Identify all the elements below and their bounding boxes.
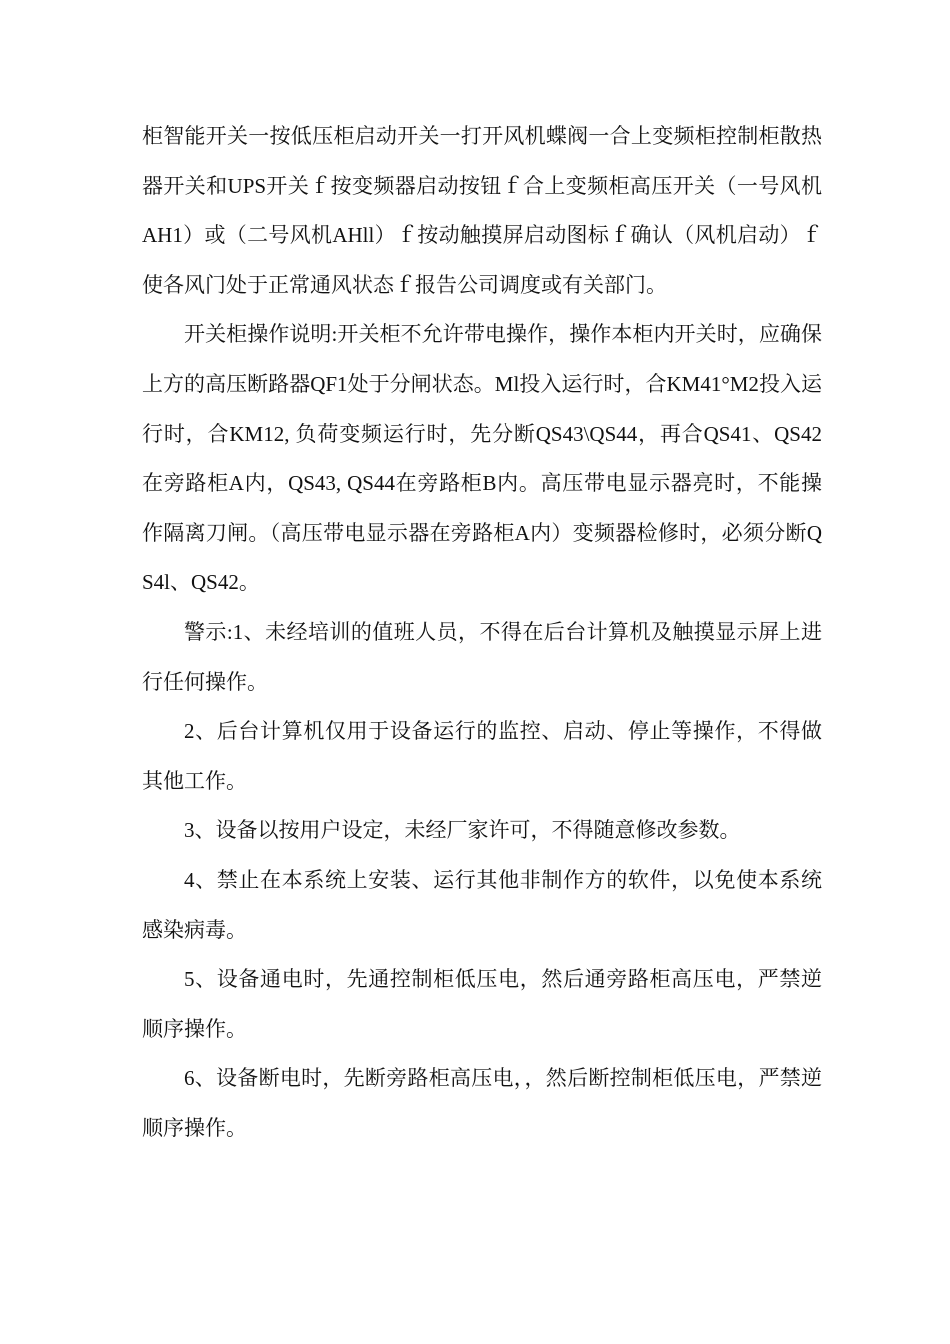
paragraph-startup-sequence: 柜智能开关一按低压柜启动开关一打开风机蝶阀一合上变频柜控制柜散热器开关和UPS开关ｆ按变频器启动按钮ｆ合上变频柜高压开关（一号风机AH1）或（二号风机AHll）ｆ按动触摸屏启动图标ｆ确认（风机启动）ｆ使各风门处于正常通风状态ｆ报告公司调度或有关部门。 bbox=[142, 124, 822, 297]
paragraph-warning-4: 4、禁止在本系统上安装、运行其他非制作方的软件，以免使本系统感染病毒。 bbox=[142, 867, 822, 942]
paragraph-warning-2: 2、后台计算机仅用于设备运行的监控、启动、停止等操作，不得做其他工作。 bbox=[142, 719, 822, 793]
paragraph-warning-5: 5、设备通电时，先通控制柜低压电，然后通旁路柜高压电，严禁逆顺序操作。 bbox=[142, 967, 822, 1041]
paragraph-warning-3: 3、设备以按用户设定，未经厂家许可，不得随意修改参数。 bbox=[184, 818, 741, 843]
document-body bbox=[142, 112, 822, 1153]
paragraph-warning-1: 警示:1、未经培训的值班人员，不得在后台计算机及触摸显示屏上进行任何操作。 bbox=[142, 619, 822, 694]
paragraph-warning-6: 6、设备断电时，先断旁路柜高压电，，然后断控制柜低压电，严禁逆顺序操作。 bbox=[142, 1066, 822, 1140]
paragraph-switchgear-instructions: 开关柜操作说明:开关柜不允许带电操作，操作本柜内开关时，应确保上方的高压断路器QF1处于分闸状态。Ml投入运行时，合KM41°M2投入运行时，合KM12, 负荷变频运行时，先分断QS43\QS44，再合QS41、QS42在旁路柜A内，QS43, QS44在旁路柜B内。高压带电显示器亮时，不能操作隔离刀闸。（高压带电显示器在旁路柜A内）变频器检修时，必须分断QS4l、QS42。 bbox=[142, 322, 822, 595]
